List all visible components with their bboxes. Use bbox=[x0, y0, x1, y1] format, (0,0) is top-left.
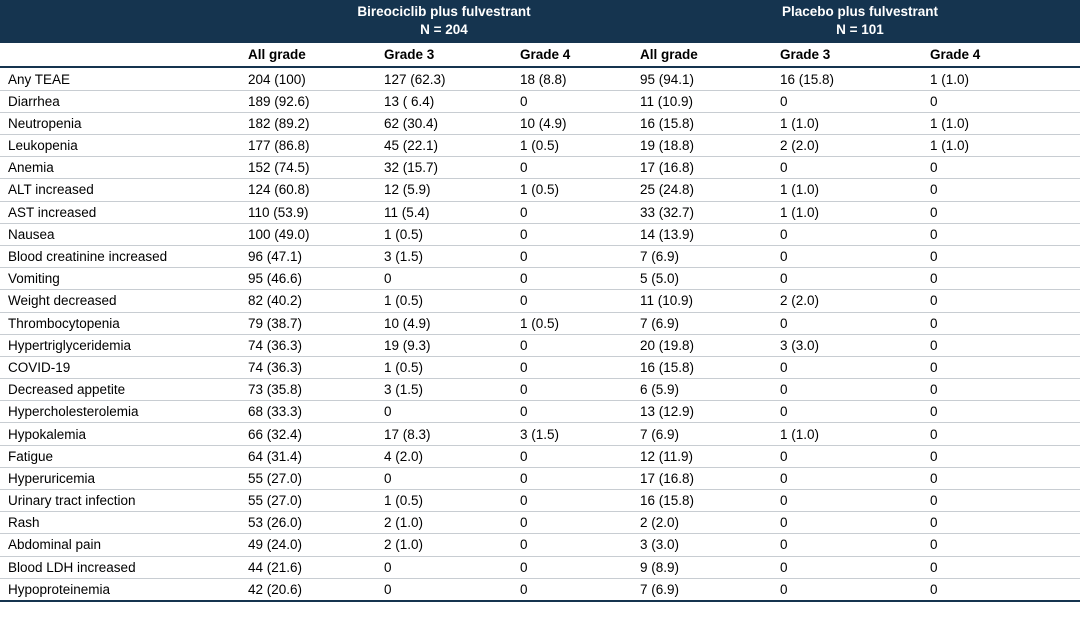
treatment-grade-4-value: 0 bbox=[520, 467, 640, 489]
treatment-all-grade-value: 124 (60.8) bbox=[248, 179, 384, 201]
placebo-all-grade-value: 7 (6.9) bbox=[640, 245, 780, 267]
treatment-grade-3-value: 3 (1.5) bbox=[384, 379, 520, 401]
placebo-grade-3-value: 0 bbox=[780, 223, 930, 245]
treatment-all-grade-value: 95 (46.6) bbox=[248, 268, 384, 290]
table-row bbox=[0, 334, 1080, 356]
treatment-all-grade-value: 96 (47.1) bbox=[248, 245, 384, 267]
table-row bbox=[0, 90, 1080, 112]
placebo-grade-3-value: 0 bbox=[780, 356, 930, 378]
placebo-grade-4-value: 0 bbox=[930, 90, 1080, 112]
placebo-all-grade-value: 11 (10.9) bbox=[640, 90, 780, 112]
placebo-grade-3-value: 2 (2.0) bbox=[780, 290, 930, 312]
treatment-grade-4-value: 0 bbox=[520, 578, 640, 601]
placebo-grade-4-value: 0 bbox=[930, 423, 1080, 445]
placebo-grade-3-value: 0 bbox=[780, 445, 930, 467]
placebo-all-grade-value: 2 (2.0) bbox=[640, 512, 780, 534]
treatment-all-grade-value: 152 (74.5) bbox=[248, 157, 384, 179]
placebo-all-grade-value: 7 (6.9) bbox=[640, 423, 780, 445]
treatment-grade-4-value: 0 bbox=[520, 379, 640, 401]
placebo-grade-3-value: 0 bbox=[780, 556, 930, 578]
placebo-all-grade-value: 16 (15.8) bbox=[640, 490, 780, 512]
column-header-treatment-all-grade: All grade bbox=[248, 43, 384, 67]
treatment-all-grade-value: 204 (100) bbox=[248, 67, 384, 90]
column-header-placebo-grade-4: Grade 4 bbox=[930, 43, 1080, 67]
adverse-event-name: Thrombocytopenia bbox=[0, 312, 248, 334]
placebo-all-grade-value: 17 (16.8) bbox=[640, 157, 780, 179]
column-header-placebo-all-grade: All grade bbox=[640, 43, 780, 67]
adverse-event-name: Fatigue bbox=[0, 445, 248, 467]
placebo-grade-3-value: 0 bbox=[780, 245, 930, 267]
placebo-all-grade-value: 20 (19.8) bbox=[640, 334, 780, 356]
placebo-all-grade-value: 16 (15.8) bbox=[640, 356, 780, 378]
placebo-grade-3-value: 0 bbox=[780, 90, 930, 112]
treatment-grade-4-value: 1 (0.5) bbox=[520, 312, 640, 334]
treatment-grade-3-value: 12 (5.9) bbox=[384, 179, 520, 201]
table-row bbox=[0, 157, 1080, 179]
placebo-grade-4-value: 0 bbox=[930, 512, 1080, 534]
placebo-all-grade-value: 17 (16.8) bbox=[640, 467, 780, 489]
placebo-all-grade-value: 7 (6.9) bbox=[640, 312, 780, 334]
placebo-grade-3-value: 2 (2.0) bbox=[780, 135, 930, 157]
table-row bbox=[0, 401, 1080, 423]
treatment-all-grade-value: 55 (27.0) bbox=[248, 467, 384, 489]
treatment-grade-3-value: 2 (1.0) bbox=[384, 534, 520, 556]
treatment-all-grade-value: 68 (33.3) bbox=[248, 401, 384, 423]
group-header-treatment-n: N = 204 bbox=[420, 22, 468, 38]
placebo-grade-4-value: 0 bbox=[930, 356, 1080, 378]
treatment-grade-3-value: 17 (8.3) bbox=[384, 423, 520, 445]
placebo-grade-3-value: 1 (1.0) bbox=[780, 112, 930, 134]
table-row bbox=[0, 268, 1080, 290]
treatment-all-grade-value: 64 (31.4) bbox=[248, 445, 384, 467]
placebo-grade-4-value: 1 (1.0) bbox=[930, 112, 1080, 134]
treatment-grade-3-value: 4 (2.0) bbox=[384, 445, 520, 467]
column-header-treatment-grade-3: Grade 3 bbox=[384, 43, 520, 67]
treatment-grade-4-value: 1 (0.5) bbox=[520, 179, 640, 201]
placebo-all-grade-value: 7 (6.9) bbox=[640, 578, 780, 601]
placebo-grade-3-value: 0 bbox=[780, 268, 930, 290]
treatment-grade-3-value: 62 (30.4) bbox=[384, 112, 520, 134]
placebo-grade-3-value: 1 (1.0) bbox=[780, 201, 930, 223]
group-header-treatment-label: Bireociclib plus fulvestrant bbox=[357, 4, 531, 19]
treatment-grade-3-value: 1 (0.5) bbox=[384, 290, 520, 312]
adverse-event-name: Rash bbox=[0, 512, 248, 534]
placebo-all-grade-value: 19 (18.8) bbox=[640, 135, 780, 157]
table-row bbox=[0, 67, 1080, 90]
placebo-grade-4-value: 0 bbox=[930, 379, 1080, 401]
treatment-grade-4-value: 0 bbox=[520, 512, 640, 534]
treatment-grade-3-value: 2 (1.0) bbox=[384, 512, 520, 534]
treatment-grade-4-value: 0 bbox=[520, 223, 640, 245]
placebo-all-grade-value: 12 (11.9) bbox=[640, 445, 780, 467]
adverse-event-name: Hypertriglyceridemia bbox=[0, 334, 248, 356]
table-row bbox=[0, 135, 1080, 157]
adverse-event-name: AST increased bbox=[0, 201, 248, 223]
adverse-event-name: COVID-19 bbox=[0, 356, 248, 378]
treatment-grade-3-value: 1 (0.5) bbox=[384, 490, 520, 512]
treatment-grade-3-value: 1 (0.5) bbox=[384, 356, 520, 378]
adverse-event-name: ALT increased bbox=[0, 179, 248, 201]
column-header-placebo-grade-3: Grade 3 bbox=[780, 43, 930, 67]
treatment-all-grade-value: 110 (53.9) bbox=[248, 201, 384, 223]
table-row bbox=[0, 512, 1080, 534]
treatment-grade-4-value: 18 (8.8) bbox=[520, 67, 640, 90]
placebo-all-grade-value: 6 (5.9) bbox=[640, 379, 780, 401]
treatment-all-grade-value: 53 (26.0) bbox=[248, 512, 384, 534]
treatment-all-grade-value: 79 (38.7) bbox=[248, 312, 384, 334]
placebo-all-grade-value: 33 (32.7) bbox=[640, 201, 780, 223]
treatment-grade-3-value: 11 (5.4) bbox=[384, 201, 520, 223]
treatment-grade-3-value: 0 bbox=[384, 578, 520, 601]
treatment-grade-3-value: 0 bbox=[384, 556, 520, 578]
table-row bbox=[0, 223, 1080, 245]
adverse-event-name: Neutropenia bbox=[0, 112, 248, 134]
adverse-event-name: Diarrhea bbox=[0, 90, 248, 112]
placebo-all-grade-value: 9 (8.9) bbox=[640, 556, 780, 578]
placebo-grade-4-value: 0 bbox=[930, 290, 1080, 312]
placebo-grade-4-value: 0 bbox=[930, 268, 1080, 290]
placebo-grade-4-value: 0 bbox=[930, 490, 1080, 512]
placebo-grade-4-value: 0 bbox=[930, 445, 1080, 467]
treatment-grade-3-value: 0 bbox=[384, 401, 520, 423]
treatment-all-grade-value: 49 (24.0) bbox=[248, 534, 384, 556]
placebo-grade-3-value: 0 bbox=[780, 401, 930, 423]
column-header-event bbox=[0, 43, 248, 67]
table-header bbox=[0, 0, 1080, 67]
group-header-blank bbox=[0, 0, 248, 43]
treatment-grade-4-value: 0 bbox=[520, 356, 640, 378]
treatment-grade-4-value: 3 (1.5) bbox=[520, 423, 640, 445]
adverse-event-name: Vomiting bbox=[0, 268, 248, 290]
placebo-all-grade-value: 16 (15.8) bbox=[640, 112, 780, 134]
treatment-grade-3-value: 127 (62.3) bbox=[384, 67, 520, 90]
placebo-grade-4-value: 0 bbox=[930, 534, 1080, 556]
group-header-placebo-n: N = 101 bbox=[836, 22, 884, 38]
treatment-grade-3-value: 19 (9.3) bbox=[384, 334, 520, 356]
table-row bbox=[0, 534, 1080, 556]
column-header-treatment-grade-4: Grade 4 bbox=[520, 43, 640, 67]
table-row bbox=[0, 201, 1080, 223]
table-row bbox=[0, 312, 1080, 334]
table-row bbox=[0, 467, 1080, 489]
placebo-grade-3-value: 0 bbox=[780, 379, 930, 401]
placebo-grade-4-value: 0 bbox=[930, 401, 1080, 423]
placebo-grade-4-value: 0 bbox=[930, 157, 1080, 179]
treatment-grade-3-value: 0 bbox=[384, 268, 520, 290]
treatment-grade-3-value: 3 (1.5) bbox=[384, 245, 520, 267]
table-row bbox=[0, 356, 1080, 378]
table-row bbox=[0, 290, 1080, 312]
adverse-event-name: Hyperuricemia bbox=[0, 467, 248, 489]
treatment-all-grade-value: 55 (27.0) bbox=[248, 490, 384, 512]
table-group-header-row bbox=[0, 0, 1080, 43]
placebo-grade-3-value: 0 bbox=[780, 467, 930, 489]
treatment-grade-3-value: 1 (0.5) bbox=[384, 223, 520, 245]
table-row bbox=[0, 179, 1080, 201]
table-row bbox=[0, 423, 1080, 445]
placebo-all-grade-value: 95 (94.1) bbox=[640, 67, 780, 90]
placebo-grade-3-value: 1 (1.0) bbox=[780, 423, 930, 445]
treatment-grade-4-value: 0 bbox=[520, 334, 640, 356]
treatment-grade-4-value: 1 (0.5) bbox=[520, 135, 640, 157]
placebo-grade-4-value: 1 (1.0) bbox=[930, 67, 1080, 90]
placebo-grade-4-value: 0 bbox=[930, 245, 1080, 267]
adverse-event-name: Hypercholesterolemia bbox=[0, 401, 248, 423]
placebo-grade-4-value: 0 bbox=[930, 334, 1080, 356]
placebo-grade-3-value: 3 (3.0) bbox=[780, 334, 930, 356]
placebo-all-grade-value: 13 (12.9) bbox=[640, 401, 780, 423]
treatment-all-grade-value: 82 (40.2) bbox=[248, 290, 384, 312]
placebo-grade-4-value: 0 bbox=[930, 201, 1080, 223]
treatment-grade-4-value: 0 bbox=[520, 245, 640, 267]
table-row bbox=[0, 112, 1080, 134]
treatment-grade-4-value: 0 bbox=[520, 556, 640, 578]
treatment-all-grade-value: 100 (49.0) bbox=[248, 223, 384, 245]
placebo-all-grade-value: 11 (10.9) bbox=[640, 290, 780, 312]
treatment-grade-4-value: 0 bbox=[520, 401, 640, 423]
table-row bbox=[0, 490, 1080, 512]
adverse-event-name: Hypoproteinemia bbox=[0, 578, 248, 601]
placebo-grade-4-value: 0 bbox=[930, 179, 1080, 201]
table-row bbox=[0, 556, 1080, 578]
placebo-grade-3-value: 1 (1.0) bbox=[780, 179, 930, 201]
table-row bbox=[0, 245, 1080, 267]
adverse-event-name: Leukopenia bbox=[0, 135, 248, 157]
adverse-event-name: Any TEAE bbox=[0, 67, 248, 90]
treatment-all-grade-value: 42 (20.6) bbox=[248, 578, 384, 601]
treatment-grade-3-value: 45 (22.1) bbox=[384, 135, 520, 157]
treatment-grade-4-value: 0 bbox=[520, 157, 640, 179]
table-row bbox=[0, 578, 1080, 601]
treatment-all-grade-value: 182 (89.2) bbox=[248, 112, 384, 134]
placebo-all-grade-value: 3 (3.0) bbox=[640, 534, 780, 556]
treatment-all-grade-value: 74 (36.3) bbox=[248, 334, 384, 356]
placebo-grade-3-value: 16 (15.8) bbox=[780, 67, 930, 90]
adverse-event-name: Urinary tract infection bbox=[0, 490, 248, 512]
table-column-header-row bbox=[0, 43, 1080, 67]
treatment-grade-3-value: 13 ( 6.4) bbox=[384, 90, 520, 112]
treatment-grade-4-value: 0 bbox=[520, 268, 640, 290]
table-row bbox=[0, 379, 1080, 401]
adverse-event-name: Blood LDH increased bbox=[0, 556, 248, 578]
placebo-grade-4-value: 1 (1.0) bbox=[930, 135, 1080, 157]
treatment-all-grade-value: 73 (35.8) bbox=[248, 379, 384, 401]
treatment-grade-4-value: 0 bbox=[520, 201, 640, 223]
table-body bbox=[0, 67, 1080, 601]
treatment-all-grade-value: 44 (21.6) bbox=[248, 556, 384, 578]
placebo-grade-3-value: 0 bbox=[780, 490, 930, 512]
placebo-grade-3-value: 0 bbox=[780, 312, 930, 334]
placebo-all-grade-value: 14 (13.9) bbox=[640, 223, 780, 245]
placebo-grade-3-value: 0 bbox=[780, 578, 930, 601]
treatment-all-grade-value: 189 (92.6) bbox=[248, 90, 384, 112]
treatment-grade-4-value: 0 bbox=[520, 290, 640, 312]
treatment-grade-3-value: 32 (15.7) bbox=[384, 157, 520, 179]
treatment-all-grade-value: 177 (86.8) bbox=[248, 135, 384, 157]
treatment-grade-4-value: 0 bbox=[520, 445, 640, 467]
adverse-event-name: Decreased appetite bbox=[0, 379, 248, 401]
placebo-grade-3-value: 0 bbox=[780, 157, 930, 179]
table-row bbox=[0, 445, 1080, 467]
treatment-grade-4-value: 10 (4.9) bbox=[520, 112, 640, 134]
placebo-all-grade-value: 5 (5.0) bbox=[640, 268, 780, 290]
adverse-event-name: Hypokalemia bbox=[0, 423, 248, 445]
placebo-grade-4-value: 0 bbox=[930, 312, 1080, 334]
placebo-grade-4-value: 0 bbox=[930, 223, 1080, 245]
adverse-event-name: Weight decreased bbox=[0, 290, 248, 312]
placebo-grade-4-value: 0 bbox=[930, 467, 1080, 489]
adverse-event-name: Anemia bbox=[0, 157, 248, 179]
placebo-grade-3-value: 0 bbox=[780, 512, 930, 534]
treatment-grade-3-value: 10 (4.9) bbox=[384, 312, 520, 334]
treatment-grade-3-value: 0 bbox=[384, 467, 520, 489]
placebo-grade-3-value: 0 bbox=[780, 534, 930, 556]
treatment-grade-4-value: 0 bbox=[520, 490, 640, 512]
adverse-event-name: Blood creatinine increased bbox=[0, 245, 248, 267]
placebo-grade-4-value: 0 bbox=[930, 578, 1080, 601]
treatment-all-grade-value: 66 (32.4) bbox=[248, 423, 384, 445]
treatment-all-grade-value: 74 (36.3) bbox=[248, 356, 384, 378]
treatment-grade-4-value: 0 bbox=[520, 534, 640, 556]
placebo-all-grade-value: 25 (24.8) bbox=[640, 179, 780, 201]
group-header-treatment bbox=[248, 0, 640, 43]
adverse-event-name: Nausea bbox=[0, 223, 248, 245]
group-header-placebo-label: Placebo plus fulvestrant bbox=[781, 4, 939, 19]
placebo-grade-4-value: 0 bbox=[930, 556, 1080, 578]
group-header-placebo bbox=[640, 0, 1080, 43]
adverse-event-name: Abdominal pain bbox=[0, 534, 248, 556]
treatment-grade-4-value: 0 bbox=[520, 90, 640, 112]
